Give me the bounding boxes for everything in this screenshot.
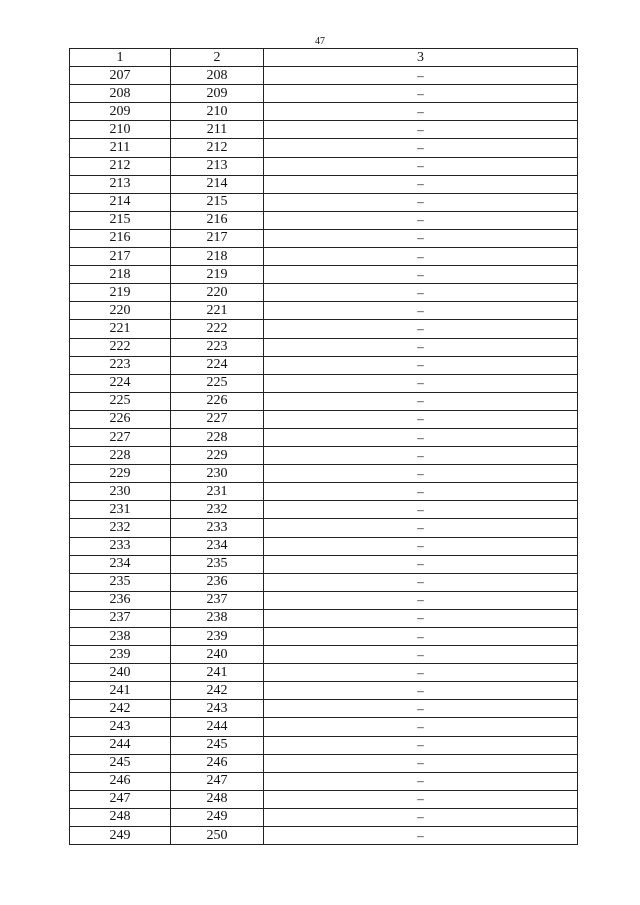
table-cell-col-3: – [264, 157, 578, 175]
table-cell-col-1: 229 [70, 465, 171, 483]
table-cell-col-2: 248 [171, 790, 264, 808]
table-cell-col-2: 240 [171, 646, 264, 664]
table-row [70, 103, 578, 121]
table-cell-col-3: – [264, 67, 578, 85]
table-cell-col-3: – [264, 483, 578, 501]
table-cell-col-2: 209 [171, 85, 264, 103]
table-cell-col-3: – [264, 555, 578, 573]
table-cell-col-1: 248 [70, 808, 171, 826]
table-cell-col-2: 216 [171, 211, 264, 229]
table-cell-col-2: 225 [171, 374, 264, 392]
table-cell-col-3: – [264, 229, 578, 247]
table-row [70, 519, 578, 537]
table-row [70, 754, 578, 772]
table-cell-col-1: 222 [70, 338, 171, 356]
table-row [70, 338, 578, 356]
table-row [70, 772, 578, 790]
table-cell-col-3: – [264, 537, 578, 555]
table-row [70, 211, 578, 229]
table-cell-col-1: 213 [70, 175, 171, 193]
table-cell-col-3: – [264, 827, 578, 845]
page-number: 47 [315, 36, 325, 47]
column-header-3: 3 [264, 49, 578, 67]
table-cell-col-1: 210 [70, 121, 171, 139]
table-row [70, 320, 578, 338]
table-cell-col-1: 211 [70, 139, 171, 157]
table-cell-col-1: 224 [70, 374, 171, 392]
table-row [70, 609, 578, 627]
table-cell-col-2: 237 [171, 591, 264, 609]
table-cell-col-1: 233 [70, 537, 171, 555]
table-cell-col-3: – [264, 356, 578, 374]
table-cell-col-2: 220 [171, 284, 264, 302]
table-cell-col-3: – [264, 646, 578, 664]
table-cell-col-1: 247 [70, 790, 171, 808]
table-cell-col-2: 230 [171, 465, 264, 483]
table-cell-col-1: 219 [70, 284, 171, 302]
table-cell-col-2: 219 [171, 266, 264, 284]
table-row [70, 628, 578, 646]
table-row [70, 392, 578, 410]
table-row [70, 555, 578, 573]
table-row [70, 193, 578, 211]
table-cell-col-2: 227 [171, 410, 264, 428]
table-cell-col-1: 240 [70, 664, 171, 682]
table-cell-col-3: – [264, 700, 578, 718]
table-cell-col-3: – [264, 175, 578, 193]
table-row [70, 85, 578, 103]
table-cell-col-2: 218 [171, 248, 264, 266]
table-cell-col-3: – [264, 193, 578, 211]
table-row [70, 664, 578, 682]
table-cell-col-2: 229 [171, 447, 264, 465]
table-cell-col-1: 241 [70, 682, 171, 700]
table-cell-col-3: – [264, 139, 578, 157]
column-header-2: 2 [171, 49, 264, 67]
table-cell-col-2: 217 [171, 229, 264, 247]
table-cell-col-3: – [264, 284, 578, 302]
table-row [70, 537, 578, 555]
table-row [70, 736, 578, 754]
table-cell-col-1: 230 [70, 483, 171, 501]
table-cell-col-2: 239 [171, 628, 264, 646]
table-cell-col-1: 235 [70, 573, 171, 591]
table-cell-col-1: 217 [70, 248, 171, 266]
table-cell-col-1: 208 [70, 85, 171, 103]
table-cell-col-2: 208 [171, 67, 264, 85]
table-cell-col-1: 209 [70, 103, 171, 121]
table-cell-col-3: – [264, 664, 578, 682]
table-cell-col-3: – [264, 248, 578, 266]
table-cell-col-3: – [264, 103, 578, 121]
table-cell-col-1: 243 [70, 718, 171, 736]
table-cell-col-2: 236 [171, 573, 264, 591]
table-cell-col-2: 233 [171, 519, 264, 537]
table-cell-col-2: 241 [171, 664, 264, 682]
table-cell-col-3: – [264, 302, 578, 320]
table-cell-col-3: – [264, 790, 578, 808]
table-cell-col-3: – [264, 266, 578, 284]
table-row [70, 465, 578, 483]
table-cell-col-3: – [264, 410, 578, 428]
table-cell-col-1: 234 [70, 555, 171, 573]
table-header-row [70, 49, 578, 67]
table-row [70, 284, 578, 302]
table-cell-col-3: – [264, 320, 578, 338]
table-cell-col-2: 214 [171, 175, 264, 193]
table-row [70, 410, 578, 428]
table-cell-col-1: 223 [70, 356, 171, 374]
table-cell-col-2: 246 [171, 754, 264, 772]
table-cell-col-3: – [264, 772, 578, 790]
table-cell-col-1: 231 [70, 501, 171, 519]
table-row [70, 374, 578, 392]
table-row [70, 139, 578, 157]
table-cell-col-3: – [264, 609, 578, 627]
table-cell-col-3: – [264, 392, 578, 410]
table-cell-col-2: 231 [171, 483, 264, 501]
table-cell-col-2: 234 [171, 537, 264, 555]
table-row [70, 302, 578, 320]
table-row [70, 700, 578, 718]
data-table [69, 48, 578, 845]
table-cell-col-2: 222 [171, 320, 264, 338]
table-cell-col-3: – [264, 736, 578, 754]
table-cell-col-3: – [264, 465, 578, 483]
table-cell-col-1: 244 [70, 736, 171, 754]
table-cell-col-1: 232 [70, 519, 171, 537]
table-cell-col-2: 245 [171, 736, 264, 754]
table-row [70, 121, 578, 139]
table-cell-col-2: 215 [171, 193, 264, 211]
table-row [70, 356, 578, 374]
table-cell-col-3: – [264, 808, 578, 826]
table-cell-col-2: 221 [171, 302, 264, 320]
table-row [70, 266, 578, 284]
column-header-1: 1 [70, 49, 171, 67]
table-cell-col-1: 239 [70, 646, 171, 664]
table-cell-col-1: 242 [70, 700, 171, 718]
table-cell-col-1: 249 [70, 827, 171, 845]
table-cell-col-3: – [264, 718, 578, 736]
table-cell-col-1: 215 [70, 211, 171, 229]
table-row [70, 646, 578, 664]
table-cell-col-1: 245 [70, 754, 171, 772]
table-cell-col-1: 236 [70, 591, 171, 609]
table-cell-col-1: 226 [70, 410, 171, 428]
table-row [70, 501, 578, 519]
table-cell-col-1: 228 [70, 447, 171, 465]
table-cell-col-2: 238 [171, 609, 264, 627]
table-cell-col-2: 249 [171, 808, 264, 826]
table-cell-col-3: – [264, 519, 578, 537]
table-cell-col-1: 225 [70, 392, 171, 410]
table-row [70, 682, 578, 700]
table-cell-col-1: 207 [70, 67, 171, 85]
table-cell-col-3: – [264, 211, 578, 229]
table-row [70, 827, 578, 845]
table-row [70, 591, 578, 609]
table-cell-col-3: – [264, 501, 578, 519]
table-cell-col-2: 228 [171, 428, 264, 446]
table-cell-col-2: 210 [171, 103, 264, 121]
table-cell-col-1: 212 [70, 157, 171, 175]
table-cell-col-1: 246 [70, 772, 171, 790]
table-cell-col-2: 242 [171, 682, 264, 700]
table-row [70, 790, 578, 808]
table-row [70, 808, 578, 826]
table-cell-col-2: 224 [171, 356, 264, 374]
table-cell-col-3: – [264, 428, 578, 446]
table-cell-col-1: 218 [70, 266, 171, 284]
table-cell-col-3: – [264, 374, 578, 392]
table-cell-col-3: – [264, 85, 578, 103]
table-cell-col-2: 247 [171, 772, 264, 790]
table-cell-col-1: 238 [70, 628, 171, 646]
table-row [70, 248, 578, 266]
table-row [70, 229, 578, 247]
table-row [70, 718, 578, 736]
table-cell-col-3: – [264, 447, 578, 465]
table-cell-col-3: – [264, 573, 578, 591]
table-cell-col-2: 244 [171, 718, 264, 736]
table-row [70, 447, 578, 465]
table-cell-col-3: – [264, 591, 578, 609]
table-cell-col-3: – [264, 628, 578, 646]
table-body [70, 67, 578, 845]
table-row [70, 573, 578, 591]
table-cell-col-3: – [264, 338, 578, 356]
table-cell-col-1: 220 [70, 302, 171, 320]
table-cell-col-1: 216 [70, 229, 171, 247]
table-cell-col-2: 226 [171, 392, 264, 410]
table-cell-col-2: 212 [171, 139, 264, 157]
table-cell-col-2: 232 [171, 501, 264, 519]
table-cell-col-1: 237 [70, 609, 171, 627]
table-row [70, 483, 578, 501]
table-cell-col-2: 243 [171, 700, 264, 718]
table-cell-col-1: 227 [70, 428, 171, 446]
table-cell-col-1: 221 [70, 320, 171, 338]
table-cell-col-3: – [264, 682, 578, 700]
table-cell-col-1: 214 [70, 193, 171, 211]
table-cell-col-2: 211 [171, 121, 264, 139]
table-cell-col-2: 213 [171, 157, 264, 175]
table-row [70, 67, 578, 85]
table-row [70, 157, 578, 175]
table-cell-col-3: – [264, 121, 578, 139]
table-cell-col-2: 223 [171, 338, 264, 356]
table-cell-col-2: 250 [171, 827, 264, 845]
table-cell-col-3: – [264, 754, 578, 772]
table-cell-col-2: 235 [171, 555, 264, 573]
table-row [70, 428, 578, 446]
table-row [70, 175, 578, 193]
